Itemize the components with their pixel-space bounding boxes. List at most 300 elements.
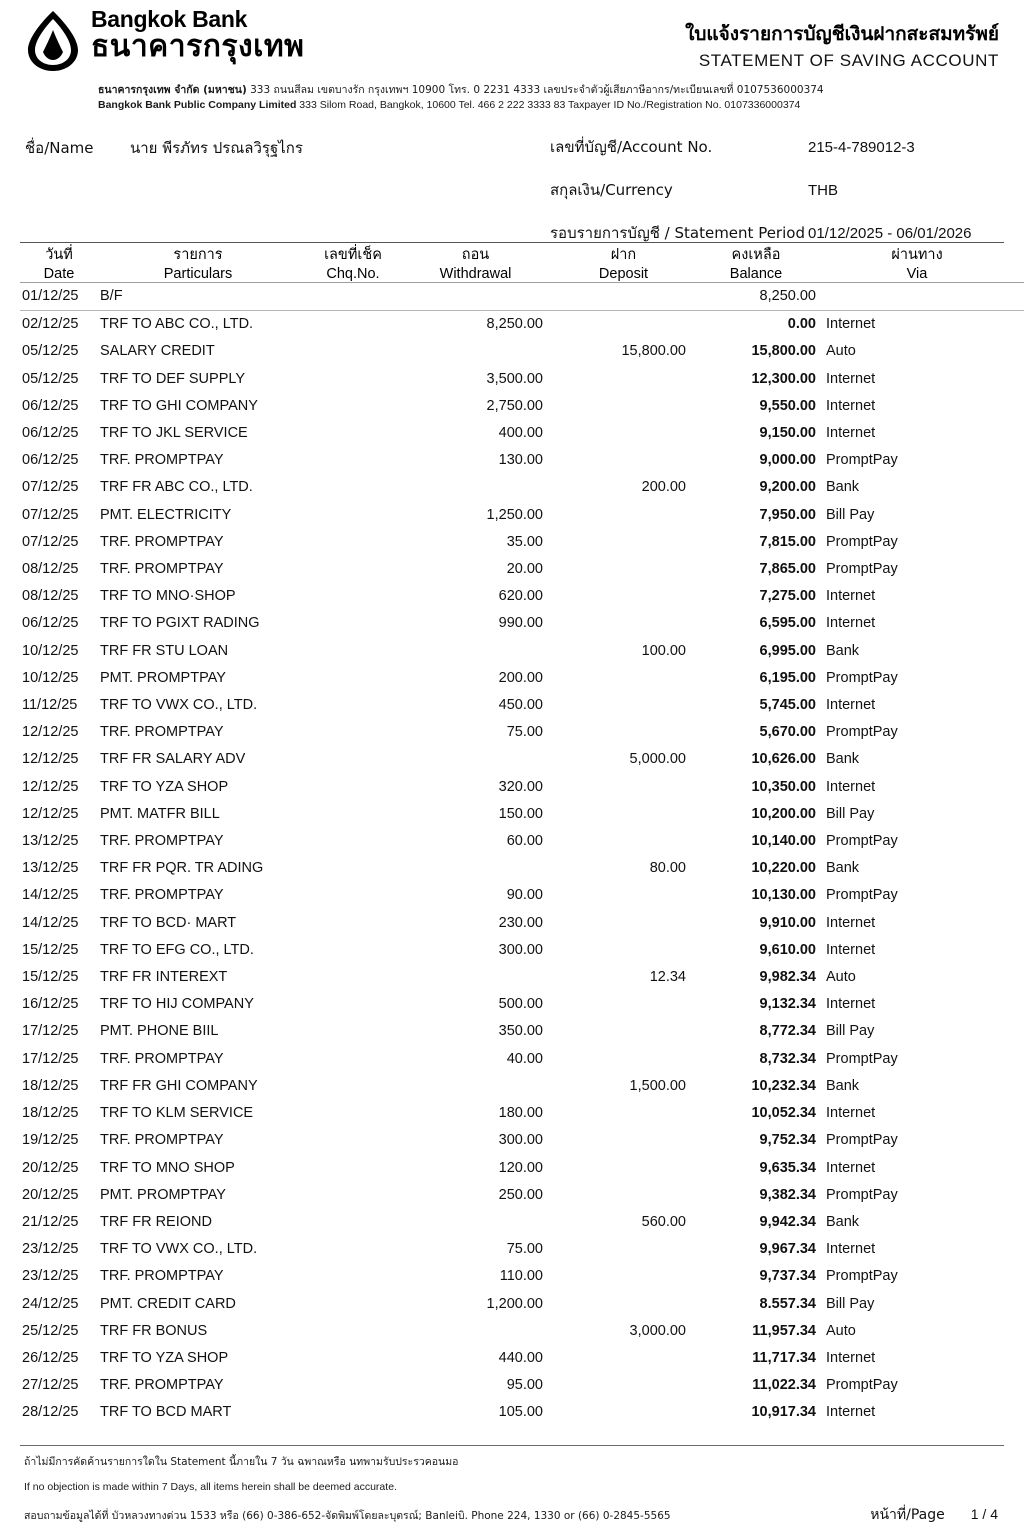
page-value: 1 / 4 [970,1506,998,1522]
cell-balance: 9,942.34 [759,1213,816,1230]
table-row [20,746,1024,773]
cell-date: 06/12/25 [22,425,79,442]
footer-note-th: ถ้าไม่มีการคัดค้านรายการใดใน Statement นี้ภายใน 7 วัน ฉพาณหรือ นทพามรับประรวคอนมอ [24,1456,459,1468]
cell-via: Internet [826,1349,876,1366]
table-row [20,991,1024,1018]
cell-date: 17/12/25 [22,1050,79,1067]
table-row [20,1073,1024,1100]
cell-chq-no [298,1236,408,1263]
cell-via: Internet [826,778,876,795]
cell-withdrawal: 130.00 [498,452,543,469]
cell-deposit [561,1100,696,1127]
page-label: หน้าที่/Page [870,1507,945,1523]
cell-deposit [561,1291,696,1318]
transactions-table-body [20,283,1024,1427]
cell-particulars: TRF TO BCD· MART [100,914,237,931]
cell-date: 18/12/25 [22,1077,79,1094]
cell-withdrawal [408,964,561,991]
cell-via: PromptPay [826,1132,898,1149]
cell-balance: 0.00 [787,316,816,333]
bank-address-th-bold: ธนาคารกรุงเทพ จำกัด (มหาชน) [98,84,247,96]
cell-balance: 11,717.34 [752,1349,816,1366]
table-row [20,719,1024,746]
cell-particulars: TRF FR ABC CO., LTD. [100,479,253,496]
cell-date: 14/12/25 [22,914,79,931]
cell-deposit: 3,000.00 [629,1322,686,1339]
cell-date: 23/12/25 [22,1268,79,1285]
cell-withdrawal [408,746,561,773]
cell-date: 11/12/25 [22,697,78,714]
table-row [20,828,1024,855]
cell-date: 10/12/25 [22,642,79,659]
cell-particulars: TRF TO DEF SUPPLY [100,370,246,387]
cell-withdrawal: 440.00 [498,1349,543,1366]
table-row [20,1046,1024,1073]
cell-chq-no [298,1399,408,1426]
col-header-balance-en: Balance [729,266,783,282]
table-row [20,311,1024,339]
cell-withdrawal: 3,500.00 [486,370,543,387]
bangkok-bank-leaf-logo-icon [25,10,81,72]
cell-chq-no [298,1018,408,1045]
table-row [20,447,1024,474]
cell-particulars: TRF FR SALARY ADV [100,751,246,768]
cell-balance: 10,917.34 [751,1404,816,1421]
cell-deposit [561,692,696,719]
cell-withdrawal [408,283,561,311]
cell-particulars: TRF. PROMPTPAY [100,452,224,469]
col-header-via-th: ผ่านทาง [891,247,943,263]
cell-deposit: 15,800.00 [621,343,686,360]
cell-via: Internet [826,941,876,958]
table-row [20,393,1024,420]
cell-particulars: TRF. PROMPTPAY [100,724,224,741]
cell-particulars: TRF FR REIOND [100,1213,212,1230]
account-info [20,132,1004,242]
cell-withdrawal [408,638,561,665]
cell-particulars: TRF TO YZA SHOP [100,778,229,795]
cell-via: Internet [826,996,876,1013]
cell-withdrawal: 400.00 [498,425,543,442]
col-header-chqno-en: Chq.No. [326,266,380,282]
cell-particulars: TRF. PROMPTPAY [100,1268,224,1285]
cell-via: Internet [826,1105,876,1122]
cell-balance: 6,595.00 [759,615,816,632]
cell-chq-no [298,937,408,964]
cell-deposit [561,1046,696,1073]
bank-brand [25,8,304,72]
cell-chq-no [298,447,408,474]
cell-balance: 9,910.00 [759,914,816,931]
cell-date: 13/12/25 [22,860,79,877]
cell-deposit: 100.00 [641,642,686,659]
cell-deposit [561,1345,696,1372]
cell-balance: 9,382.34 [759,1186,816,1203]
cell-deposit [561,1182,696,1209]
cell-date: 28/12/25 [22,1404,79,1421]
cell-date: 08/12/25 [22,561,79,578]
col-header-date-th: วันที่ [45,247,73,263]
cell-via: Bill Pay [826,1023,875,1040]
table-row [20,1345,1024,1372]
cell-deposit: 200.00 [641,479,686,496]
cell-date: 06/12/25 [22,397,79,414]
table-row [20,774,1024,801]
cell-particulars: PMT. CREDIT CARD [100,1295,236,1312]
cell-chq-no [298,1372,408,1399]
cell-deposit [561,1127,696,1154]
cell-date: 24/12/25 [22,1295,79,1312]
table-row [20,665,1024,692]
statement-period-label: รอบรายการบัญชี / Statement Period [550,224,805,242]
cell-balance: 11,957.34 [752,1322,816,1339]
cell-deposit [561,801,696,828]
cell-withdrawal: 230.00 [498,914,543,931]
cell-particulars: TRF TO ABC CO., LTD. [100,316,254,333]
cell-withdrawal: 180.00 [498,1105,543,1122]
cell-date: 15/12/25 [22,941,79,958]
cell-via: Bill Pay [826,805,875,822]
cell-balance: 9,000.00 [759,452,816,469]
cell-chq-no [298,855,408,882]
table-row [20,937,1024,964]
cell-chq-no [298,964,408,991]
cell-particulars: TRF FR STU LOAN [100,642,229,659]
cell-withdrawal: 200.00 [498,669,543,686]
statement-period-value: 01/12/2025 - 06/01/2026 [808,225,972,242]
cell-date: 07/12/25 [22,479,79,496]
cell-chq-no [298,638,408,665]
cell-balance: 8,772.34 [759,1023,816,1040]
cell-balance: 9,550.00 [759,397,816,414]
cell-withdrawal: 300.00 [498,1132,543,1149]
col-header-balance-th: คงเหลือ [731,247,781,263]
table-row [20,366,1024,393]
cell-particulars: TRF TO JKL SERVICE [100,425,248,442]
cell-via: Internet [826,370,876,387]
table-row [20,1100,1024,1127]
cell-balance: 10,626.00 [751,751,816,768]
table-row [20,1318,1024,1345]
cell-particulars: TRF TO KLM SERVICE [100,1105,254,1122]
table-row [20,1155,1024,1182]
cell-via: Auto [826,343,856,360]
cell-chq-no [298,719,408,746]
table-row [20,1209,1024,1236]
cell-particulars: SALARY CREDIT [100,343,215,360]
cell-withdrawal: 75.00 [506,724,543,741]
currency-label: สกุลเงิน/Currency [550,181,673,199]
cell-date: 06/12/25 [22,452,79,469]
cell-balance: 9,610.00 [759,941,816,958]
cell-via: PromptPay [826,1377,898,1394]
cell-date: 20/12/25 [22,1186,79,1203]
cell-chq-no [298,1182,408,1209]
page-title-th: ใบแจ้งรายการบัญชีเงินฝากสะสมทรัพย์ [685,23,999,45]
cell-withdrawal: 60.00 [506,833,543,850]
cell-chq-no [298,774,408,801]
cell-via: PromptPay [826,669,898,686]
cell-balance: 9,200.00 [759,479,816,496]
footer-rule [20,1445,1004,1446]
cell-deposit [561,828,696,855]
account-details [550,135,1020,264]
cell-chq-no [298,665,408,692]
cell-balance: 10,052.34 [751,1105,816,1122]
cell-deposit [561,529,696,556]
cell-via: Internet [826,1404,876,1421]
bank-address-th-rest: 333 ถนนสีลม เขตบางรัก กรุงเทพฯ 10900 โทร. 0 2231 4333 เลขประจำตัวผู้เสียภาษีอากร/ทะเบียนเลขที่ 0107536000374 [250,84,824,96]
cell-balance: 7,815.00 [759,533,816,550]
cell-via: PromptPay [826,561,898,578]
cell-via: Bank [826,860,860,877]
cell-deposit [561,393,696,420]
cell-date: 05/12/25 [22,370,79,387]
cell-withdrawal: 20.00 [506,561,543,578]
cell-balance: 10,140.00 [751,833,816,850]
cell-chq-no [298,529,408,556]
cell-chq-no [298,583,408,610]
cell-withdrawal: 105.00 [498,1404,543,1421]
table-row [20,1236,1024,1263]
cell-date: 05/12/25 [22,343,79,360]
cell-chq-no [298,991,408,1018]
cell-particulars: TRF TO BCD MART [100,1404,232,1421]
cell-withdrawal [408,338,561,365]
table-row [20,882,1024,909]
cell-date: 16/12/25 [22,996,79,1013]
cell-deposit [561,420,696,447]
table-row [20,964,1024,991]
cell-via: Bank [826,642,860,659]
cell-deposit [561,719,696,746]
cell-particulars: TRF. PROMPTPAY [100,1050,224,1067]
cell-date: 17/12/25 [22,1023,79,1040]
table-row [20,1399,1024,1426]
cell-date: 12/12/25 [22,724,79,741]
cell-date: 10/12/25 [22,669,79,686]
cell-particulars: TRF. PROMPTPAY [100,1132,224,1149]
cell-deposit: 12.34 [649,969,686,986]
table-row [20,529,1024,556]
cell-date: 12/12/25 [22,751,79,768]
cell-balance: 9,132.34 [759,996,816,1013]
cell-via: Internet [826,615,876,632]
document-footer [20,1445,1004,1526]
col-header-chqno-th: เลขที่เช็ค [324,247,382,263]
cell-chq-no [298,311,408,339]
document-title [685,22,999,71]
cell-via: PromptPay [826,1050,898,1067]
cell-deposit [561,1236,696,1263]
cell-date: 19/12/25 [22,1132,79,1149]
cell-withdrawal [408,1318,561,1345]
cell-particulars: TRF TO VWX CO., LTD. [100,1241,258,1258]
cell-balance: 5,745.00 [759,697,816,714]
cell-via: Internet [826,914,876,931]
cell-withdrawal: 320.00 [498,778,543,795]
header-row-en [20,266,1024,283]
table-row [20,1182,1024,1209]
name-value: นาย พีรภัทร ปรณลวิรุฐไกร [130,139,303,157]
cell-via: Auto [826,1322,856,1339]
cell-balance: 11,022.34 [752,1377,816,1394]
col-header-deposit-en: Deposit [598,266,649,282]
cell-via: Bill Pay [826,506,875,523]
cell-withdrawal: 90.00 [506,887,543,904]
cell-balance: 6,195.00 [759,669,816,686]
cell-withdrawal: 300.00 [498,941,543,958]
col-header-particulars-th: รายการ [173,247,223,263]
cell-via: Bank [826,1077,860,1094]
cell-deposit [561,1155,696,1182]
table-row [20,283,1024,311]
bank-name-en: Bangkok Bank [91,6,248,32]
cell-particulars: PMT. PROMPTPAY [100,669,226,686]
cell-withdrawal: 150.00 [498,805,543,822]
cell-deposit: 5,000.00 [629,751,686,768]
cell-via: Internet [826,316,876,333]
table-row [20,610,1024,637]
cell-particulars: TRF TO EFG CO., LTD. [100,941,254,958]
cell-particulars: TRF FR BONUS [100,1322,208,1339]
cell-via: Internet [826,588,876,605]
cell-withdrawal: 35.00 [506,533,543,550]
cell-chq-no [298,283,408,311]
cell-particulars: TRF. PROMPTPAY [100,887,224,904]
cell-particulars: TRF TO GHI COMPANY [100,397,258,414]
footer-note-en: If no objection is made within 7 Days, all items herein shall be deemed accurate. [24,1481,397,1493]
cell-via: PromptPay [826,452,898,469]
cell-particulars: TRF TO PGIXT RADING [100,615,260,632]
account-no-row [550,135,1020,159]
table-row [20,692,1024,719]
statement-period-row [550,221,1020,245]
cell-deposit: 560.00 [641,1213,686,1230]
cell-particulars: TRF TO MNO·SHOP [100,588,236,605]
cell-chq-no [298,610,408,637]
table-row [20,583,1024,610]
table-row [20,638,1024,665]
cell-balance: 9,737.34 [759,1268,816,1285]
cell-deposit [561,366,696,393]
cell-chq-no [298,828,408,855]
cell-deposit [561,556,696,583]
cell-date: 01/12/25 [20,283,98,311]
cell-balance: 10,220.00 [751,860,816,877]
table-row [20,338,1024,365]
table-row [20,1291,1024,1318]
cell-particulars: TRF TO YZA SHOP [100,1349,229,1366]
cell-balance: 7,865.00 [759,561,816,578]
cell-deposit [561,502,696,529]
cell-chq-no [298,502,408,529]
cell-particulars: TRF FR GHI COMPANY [100,1077,258,1094]
cell-balance: 10,350.00 [751,778,816,795]
footer-bottom-row [20,1504,1004,1526]
cell-balance: 9,967.34 [759,1241,816,1258]
cell-date: 14/12/25 [22,887,79,904]
cell-withdrawal [408,474,561,501]
cell-via: Internet [826,1241,876,1258]
cell-withdrawal [408,855,561,882]
table-row [20,1372,1024,1399]
page-number [870,1504,1004,1526]
cell-date: 26/12/25 [22,1349,79,1366]
cell-withdrawal: 450.00 [498,697,543,714]
col-header-particulars-en: Particulars [163,266,233,282]
cell-deposit [561,1018,696,1045]
cell-date: 21/12/25 [22,1213,79,1230]
cell-via: Internet [826,397,876,414]
cell-date: 12/12/25 [22,805,79,822]
cell-chq-no [298,1318,408,1345]
cell-withdrawal: 40.00 [506,1050,543,1067]
cell-via: Bank [826,751,860,768]
cell-deposit [561,583,696,610]
cell-withdrawal: 95.00 [506,1377,543,1394]
currency-value: THB [808,182,838,199]
cell-chq-no [298,910,408,937]
cell-chq-no [298,1127,408,1154]
page-title-en: STATEMENT OF SAVING ACCOUNT [698,50,999,70]
table-row [20,502,1024,529]
cell-via: Bank [826,479,860,496]
bank-name-th: ธนาคารกรุงเทพ [91,29,305,64]
cell-date: 08/12/25 [22,588,79,605]
cell-withdrawal: 620.00 [498,588,543,605]
cell-via: PromptPay [826,1268,898,1285]
col-header-withdrawal-th: ถอน [461,247,490,263]
cell-via: Auto [826,969,856,986]
cell-withdrawal: 120.00 [498,1159,543,1176]
cell-chq-no [298,474,408,501]
cell-chq-no [298,1073,408,1100]
cell-deposit [561,283,696,311]
name-label: ชื่อ/Name [25,139,94,157]
table-row [20,420,1024,447]
cell-particulars: PMT. PHONE BIIL [100,1023,219,1040]
cell-balance: 9,150.00 [759,425,816,442]
table-row [20,1263,1024,1290]
cell-withdrawal: 2,750.00 [486,397,543,414]
cell-particulars: TRF TO HIJ COMPANY [100,996,254,1013]
cell-via: Bill Pay [826,1295,875,1312]
cell-balance: 9,635.34 [759,1159,816,1176]
cell-chq-no [298,1209,408,1236]
cell-particulars: TRF. PROMPTPAY [100,1377,224,1394]
cell-via: PromptPay [826,833,898,850]
cell-chq-no [298,1345,408,1372]
table-row [20,1127,1024,1154]
account-no-value: 215-4-789012-3 [808,139,915,156]
table-row [20,801,1024,828]
cell-balance: 9,982.34 [759,969,816,986]
cell-deposit [561,774,696,801]
cell-balance: 8.557.34 [759,1295,816,1312]
table-row [20,910,1024,937]
cell-deposit [561,910,696,937]
account-no-label: เลขที่บัญชี/Account No. [550,138,713,156]
cell-date: 07/12/25 [22,506,79,523]
cell-via: PromptPay [826,1186,898,1203]
cell-particulars: TRF TO MNO SHOP [100,1159,235,1176]
cell-deposit [561,610,696,637]
cell-withdrawal: 250.00 [498,1186,543,1203]
cell-withdrawal: 1,200.00 [486,1295,543,1312]
col-header-withdrawal-en: Withdrawal [439,266,512,282]
document-header [20,0,1004,118]
